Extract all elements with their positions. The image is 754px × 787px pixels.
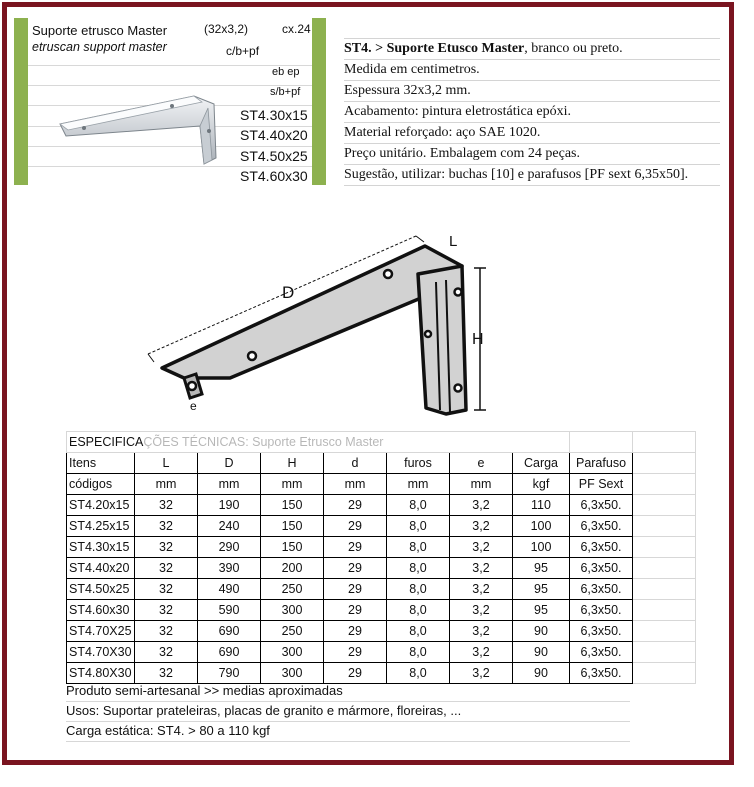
spec-line-7: Sugestão, utilizar: buchas [10] e parafusos [PF sext 6,35x50]. <box>344 165 720 186</box>
table-cell: mm <box>324 474 387 495</box>
table-cell: 3,2 <box>450 558 513 579</box>
table-cell: 32 <box>135 642 198 663</box>
table-cell: ST4.20x15 <box>67 495 135 516</box>
table-cell: 6,3x50. <box>570 579 633 600</box>
table-cell: d <box>324 453 387 474</box>
note-line: Usos: Suportar prateleiras, placas de granito e mármore, floreiras, ... <box>66 701 630 722</box>
table-cell: 6,3x50. <box>570 537 633 558</box>
table-empty-cell <box>633 495 696 516</box>
table-cell: 150 <box>261 537 324 558</box>
table-cell: 29 <box>324 495 387 516</box>
table-cell: 8,0 <box>387 516 450 537</box>
table-cell: Parafuso <box>570 453 633 474</box>
table-cell: 290 <box>198 537 261 558</box>
table-empty-cell <box>633 453 696 474</box>
table-cell: 32 <box>135 516 198 537</box>
table-cell: 300 <box>261 663 324 684</box>
table-cell: 8,0 <box>387 579 450 600</box>
model-code: ST4.60x30 <box>240 168 308 184</box>
table-cell: 95 <box>513 600 570 621</box>
table-cell: 32 <box>135 621 198 642</box>
label-l: L <box>449 233 458 250</box>
spec-line-4: Acabamento: pintura eletrostática epóxi. <box>344 102 720 123</box>
table-cell: mm <box>198 474 261 495</box>
table-cell: 390 <box>198 558 261 579</box>
table-cell: 95 <box>513 558 570 579</box>
product-subtitle-en: etruscan support master <box>32 40 167 54</box>
table-cell: ST4.80X30 <box>67 663 135 684</box>
table-row <box>67 495 696 516</box>
option-ebep: eb ep <box>272 66 300 78</box>
label-e: e <box>190 399 197 413</box>
table-cell: 3,2 <box>450 621 513 642</box>
table-cell: 3,2 <box>450 537 513 558</box>
table-cell: ST4.60x30 <box>67 600 135 621</box>
table-empty-cell <box>633 621 696 642</box>
table-cell: 6,3x50. <box>570 558 633 579</box>
table-cell: 90 <box>513 642 570 663</box>
table-row <box>67 621 696 642</box>
bracket-photo <box>54 86 224 168</box>
spec-color: , branco ou preto. <box>524 41 623 56</box>
table-cell: 29 <box>324 537 387 558</box>
table-cell: H <box>261 453 324 474</box>
spec-list <box>344 38 720 186</box>
table-cell: ST4.25x15 <box>67 516 135 537</box>
table-cell: 29 <box>324 516 387 537</box>
spec-code: ST4. > Suporte Etusco Master <box>344 41 525 56</box>
table-cell: 100 <box>513 516 570 537</box>
table-cell: 29 <box>324 558 387 579</box>
box-quantity: cx.24 <box>282 22 311 36</box>
table-cell: 32 <box>135 663 198 684</box>
spec-line-3: Espessura 32x3,2 mm. <box>344 81 720 102</box>
table-row <box>67 642 696 663</box>
table-cell: 32 <box>135 558 198 579</box>
table-cell: 3,2 <box>450 642 513 663</box>
table-cell: furos <box>387 453 450 474</box>
table-cell: 3,2 <box>450 516 513 537</box>
table-cell: Carga <box>513 453 570 474</box>
table-cell: 190 <box>198 495 261 516</box>
note-line: Carga estática: ST4. > 80 a 110 kgf <box>66 721 630 742</box>
table-cell: 29 <box>324 579 387 600</box>
table-cell: 29 <box>324 621 387 642</box>
table-row <box>67 537 696 558</box>
table-cell: 250 <box>261 579 324 600</box>
table-row <box>67 558 696 579</box>
option-cbpf: c/b+pf <box>226 44 260 58</box>
table-cell: 95 <box>513 579 570 600</box>
table-cell: 6,3x50. <box>570 495 633 516</box>
table-cell: mm <box>261 474 324 495</box>
caption-overflow-text: ÇÕES TÉCNICAS: Suporte Etrusco Master <box>143 435 384 449</box>
model-code: ST4.40x20 <box>240 127 308 143</box>
table-cell: 300 <box>261 642 324 663</box>
table-cell: 8,0 <box>387 642 450 663</box>
table-cell: ST4.70X30 <box>67 642 135 663</box>
option-sbpf: s/b+pf <box>270 86 301 98</box>
model-code: ST4.30x15 <box>240 107 308 123</box>
table-cell: 29 <box>324 600 387 621</box>
table-cell: mm <box>450 474 513 495</box>
table-cell: 6,3x50. <box>570 663 633 684</box>
table-cell: 110 <box>513 495 570 516</box>
product-title: Suporte etrusco Master <box>32 23 168 38</box>
table-cell: D <box>198 453 261 474</box>
table-cell: ST4.50x25 <box>67 579 135 600</box>
table-cell: 150 <box>261 516 324 537</box>
table-empty-cell <box>633 558 696 579</box>
table-cell: mm <box>135 474 198 495</box>
table-cell: 32 <box>135 495 198 516</box>
label-d: D <box>282 283 295 302</box>
table-empty-cell <box>633 516 696 537</box>
spec-line-1 <box>344 38 720 60</box>
bracket-drawing <box>140 228 500 416</box>
table-cell: 100 <box>513 537 570 558</box>
table-cell: códigos <box>67 474 135 495</box>
green-side-bar-right <box>312 18 326 185</box>
table-cell: 32 <box>135 537 198 558</box>
table-header-row <box>67 453 696 474</box>
table-cell: 90 <box>513 621 570 642</box>
product-size: (32x3,2) <box>204 22 249 36</box>
model-code: ST4.50x25 <box>240 148 308 164</box>
table-cell: kgf <box>513 474 570 495</box>
table-cell: 8,0 <box>387 663 450 684</box>
table-cell: ST4.70X25 <box>67 621 135 642</box>
table-cell: 690 <box>198 642 261 663</box>
table-cell: 8,0 <box>387 495 450 516</box>
table-cell: 8,0 <box>387 537 450 558</box>
note-line: Produto semi-artesanal >> medias aproximadas <box>66 681 630 702</box>
table-row <box>67 600 696 621</box>
table-cell: 6,3x50. <box>570 516 633 537</box>
spec-line-2: Medida em centimetros. <box>344 60 720 81</box>
spec-table <box>66 431 696 684</box>
table-empty-cell <box>633 600 696 621</box>
table-cell: 90 <box>513 663 570 684</box>
table-cell: L <box>135 453 198 474</box>
spec-line-6: Preço unitário. Embalagem com 24 peças. <box>344 144 720 165</box>
table-empty-cell <box>633 474 696 495</box>
table-cell: 3,2 <box>450 579 513 600</box>
table-cell: 200 <box>261 558 324 579</box>
caption-text: ESPECIFICA <box>69 435 144 449</box>
table-cell: 490 <box>198 579 261 600</box>
table-cell: 6,3x50. <box>570 600 633 621</box>
spec-line-5: Material reforçado: aço SAE 1020. <box>344 123 720 144</box>
table-cell: 32 <box>135 600 198 621</box>
table-cell: 32 <box>135 579 198 600</box>
table-cell: 300 <box>261 600 324 621</box>
table-cell: 8,0 <box>387 621 450 642</box>
table-row <box>67 516 696 537</box>
table-cell: 590 <box>198 600 261 621</box>
table-body <box>67 453 696 684</box>
table-cell: 240 <box>198 516 261 537</box>
table-cell: ST4.30x15 <box>67 537 135 558</box>
table-cell: Itens <box>67 453 135 474</box>
table-cell: 8,0 <box>387 600 450 621</box>
table-cell: 3,2 <box>450 600 513 621</box>
table-empty-cell <box>633 579 696 600</box>
table-cell: PF Sext <box>570 474 633 495</box>
table-cell: 790 <box>198 663 261 684</box>
green-side-bar-left <box>14 18 28 185</box>
table-cell: 6,3x50. <box>570 621 633 642</box>
table-cell: mm <box>387 474 450 495</box>
table-empty-cell <box>633 663 696 684</box>
table-cell: 3,2 <box>450 663 513 684</box>
table-empty-cell <box>633 537 696 558</box>
table-cell: 690 <box>198 621 261 642</box>
table-cell: ST4.40x20 <box>67 558 135 579</box>
table-empty-cell <box>633 642 696 663</box>
table-cell: e <box>450 453 513 474</box>
table-units-row <box>67 474 696 495</box>
label-h: H <box>472 331 484 348</box>
product-panel <box>14 18 326 185</box>
table-cell: 29 <box>324 663 387 684</box>
table-cell: 3,2 <box>450 495 513 516</box>
panel-divider <box>28 65 312 66</box>
table-cell: 29 <box>324 642 387 663</box>
table-cell: 6,3x50. <box>570 642 633 663</box>
table-row <box>67 579 696 600</box>
table-cell: 8,0 <box>387 558 450 579</box>
table-cell: 150 <box>261 495 324 516</box>
table-caption <box>67 432 570 453</box>
table-cell: 250 <box>261 621 324 642</box>
